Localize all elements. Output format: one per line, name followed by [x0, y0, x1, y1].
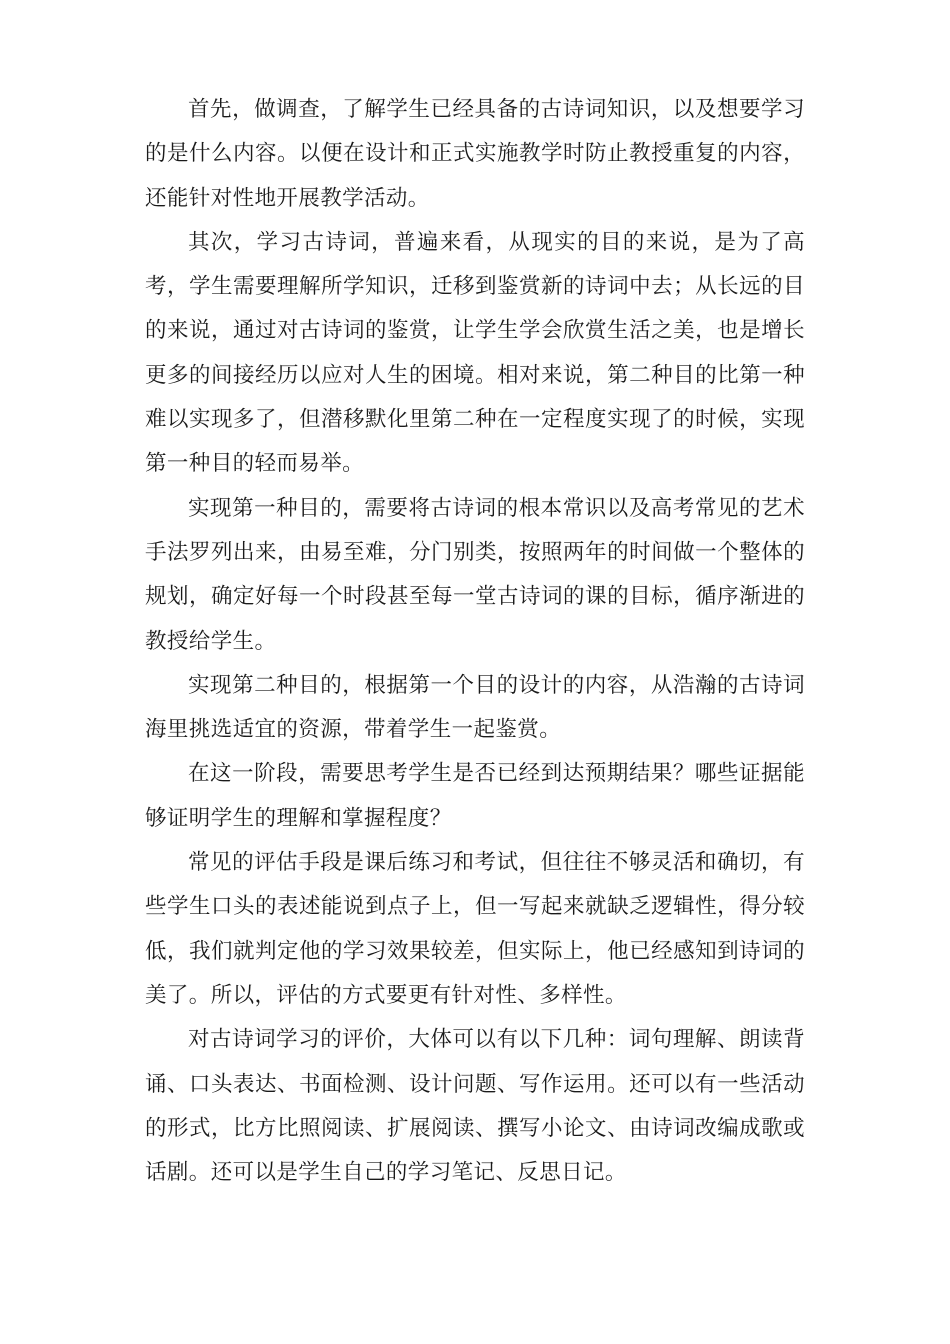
- paragraph-investigation: 首先，做调查，了解学生已经具备的古诗词知识，以及想要学习的是什么内容。以便在设计和正式实施教学时防止教授重复的内容，还能针对性地开展教学活动。: [145, 97, 805, 211]
- paragraph-assessment-means: 常见的评估手段是课后练习和考试，但往往不够灵活和确切，有些学生口头的表述能说到点子上，但一写起来就缺乏逻辑性，得分较低，我们就判定他的学习效果较差，但实际上，他已经感知到诗词的美了。所以，评估的方式要更有针对性、多样性。: [145, 850, 805, 1008]
- paragraph-evaluation-types: 对古诗词学习的评价，大体可以有以下几种：词句理解、朗读背诵、口头表达、书面检测、设计问题、写作运用。还可以有一些活动的形式，比方比照阅读、扩展阅读、撰写小论文、由诗词改编成歌或话剧。还可以是学生自己的学习笔记、反思日记。: [145, 1027, 805, 1186]
- paragraph-second-goal: 实现第二种目的，根据第一个目的设计的内容，从浩瀚的古诗词海里挑选适宜的资源，带着学生一起鉴赏。: [145, 672, 805, 743]
- paragraph-learning-goals: 其次，学习古诗词，普遍来看，从现实的目的来说，是为了高考，学生需要理解所学知识，迁移到鉴赏新的诗词中去；从长远的目的来说，通过对古诗词的鉴赏，让学生学会欣赏生活之美，也是增长更多的间接经历以应对人生的困境。相对来说，第二种目的比第一种难以实现多了，但潜移默化里第二种在一定程度实现了的时候，实现第一种目的轻而易举。: [145, 229, 805, 477]
- paragraph-stage-question: 在这一阶段，需要思考学生是否已经到达预期结果？哪些证据能够证明学生的理解和掌握程度？: [145, 761, 805, 831]
- document-body: [145, 88, 805, 1195]
- paragraph-first-goal: 实现第一种目的，需要将古诗词的根本常识以及高考常见的艺术手法罗列出来，由易至难，分门别类，按照两年的时间做一个整体的规划，确定好每一个时段甚至每一堂古诗词的课的目标，循序渐进的教授给学生。: [145, 495, 805, 654]
